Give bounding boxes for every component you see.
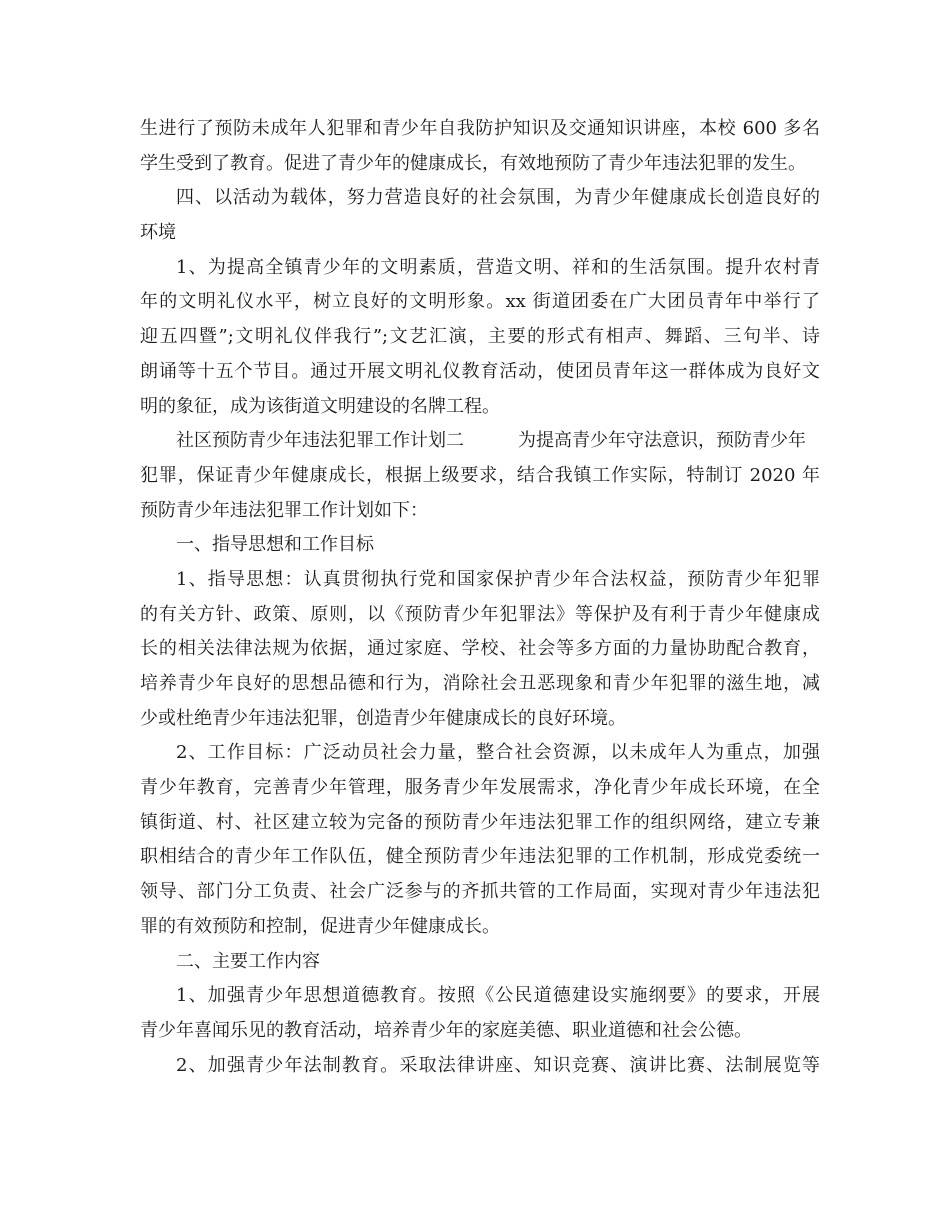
document-body	[140, 112, 820, 1083]
text-line: 二、主要工作内容	[176, 950, 320, 972]
text-line	[140, 424, 820, 459]
text-line: 罪的有效预防和控制，促进青少年健康成长。	[140, 915, 500, 937]
text-line: 镇街道、村、社区建立较为完备的预防青少年违法犯罪工作的组织网络，建立专兼	[140, 811, 820, 833]
text-line: 1、指导思想：认真贯彻执行党和国家保护青少年合法权益，预防青少年犯罪	[176, 568, 820, 590]
text-line: 年的文明礼仪水平，树立良好的文明形象。xx 街道团委在广大团员青年中举行了	[140, 291, 820, 313]
text-line: 明的象征，成为该街道文明建设的名牌工程。	[140, 395, 500, 417]
text-line: 迎五四暨”;文明礼仪伴我行”;文艺汇演，主要的形式有相声、舞蹈、三句半、诗	[140, 326, 820, 348]
text-line: 犯罪，保证青少年健康成长，根据上级要求，结合我镇工作实际，特制订 2020 年	[140, 464, 820, 486]
line-text: 为提高青少年守法意识，预防青少年	[518, 430, 806, 452]
text-line: 领导、部门分工负责、社会广泛参与的齐抓共管的工作局面，实现对青少年违法犯	[140, 881, 820, 903]
text-line: 1、为提高全镇青少年的文明素质，营造文明、祥和的生活氛围。提升农村青	[176, 256, 820, 278]
text-line: 四、以活动为载体，努力营造良好的社会氛围，为青少年健康成长创造良好的	[176, 187, 820, 209]
text-line: 职相结合的青少年工作队伍，健全预防青少年违法犯罪的工作机制，形成党委统一	[140, 846, 820, 868]
text-line: 长的相关法律法规为依据，通过家庭、学校、社会等多方面的力量协助配合教育，	[140, 638, 820, 660]
text-line: 朗诵等十五个节目。通过开展文明礼仪教育活动，使团员青年这一群体成为良好文	[140, 360, 820, 382]
text-line: 一、指导思想和工作目标	[176, 534, 374, 556]
text-line: 2、工作目标：广泛动员社会力量，整合社会资源，以未成年人为重点，加强	[176, 742, 820, 764]
text-line: 青少年喜闻乐见的教育活动，培养青少年的家庭美德、职业道德和社会公德。	[140, 1019, 752, 1041]
text-line: 少或杜绝青少年违法犯罪，创造青少年健康成长的良好环境。	[140, 707, 626, 729]
section-title: 社区预防青少年违法犯罪工作计划二	[176, 430, 464, 452]
text-line: 1、加强青少年思想道德教育。按照《公民道德建设实施纲要》的要求，开展	[176, 985, 820, 1007]
text-line: 生进行了预防未成年人犯罪和青少年自我防护知识及交通知识讲座，本校 600 多名	[140, 118, 820, 139]
text-line: 培养青少年良好的思想品德和行为，消除社会丑恶现象和青少年犯罪的滋生地，减	[140, 673, 820, 694]
text-line: 环境	[140, 222, 176, 244]
text-line: 预防青少年违法犯罪工作计划如下：	[140, 499, 428, 521]
text-line: 学生受到了教育。促进了青少年的健康成长，有效地预防了青少年违法犯罪的发生。	[140, 152, 806, 174]
text-line: 的有关方针、政策、原则，以《预防青少年犯罪法》等保护及有利于青少年健康成	[140, 603, 820, 625]
text-line: 青少年教育，完善青少年管理，服务青少年发展需求，净化青少年成长环境，在全	[140, 777, 820, 799]
text-line: 2、加强青少年法制教育。采取法律讲座、知识竞赛、演讲比赛、法制展览等	[176, 1054, 820, 1076]
